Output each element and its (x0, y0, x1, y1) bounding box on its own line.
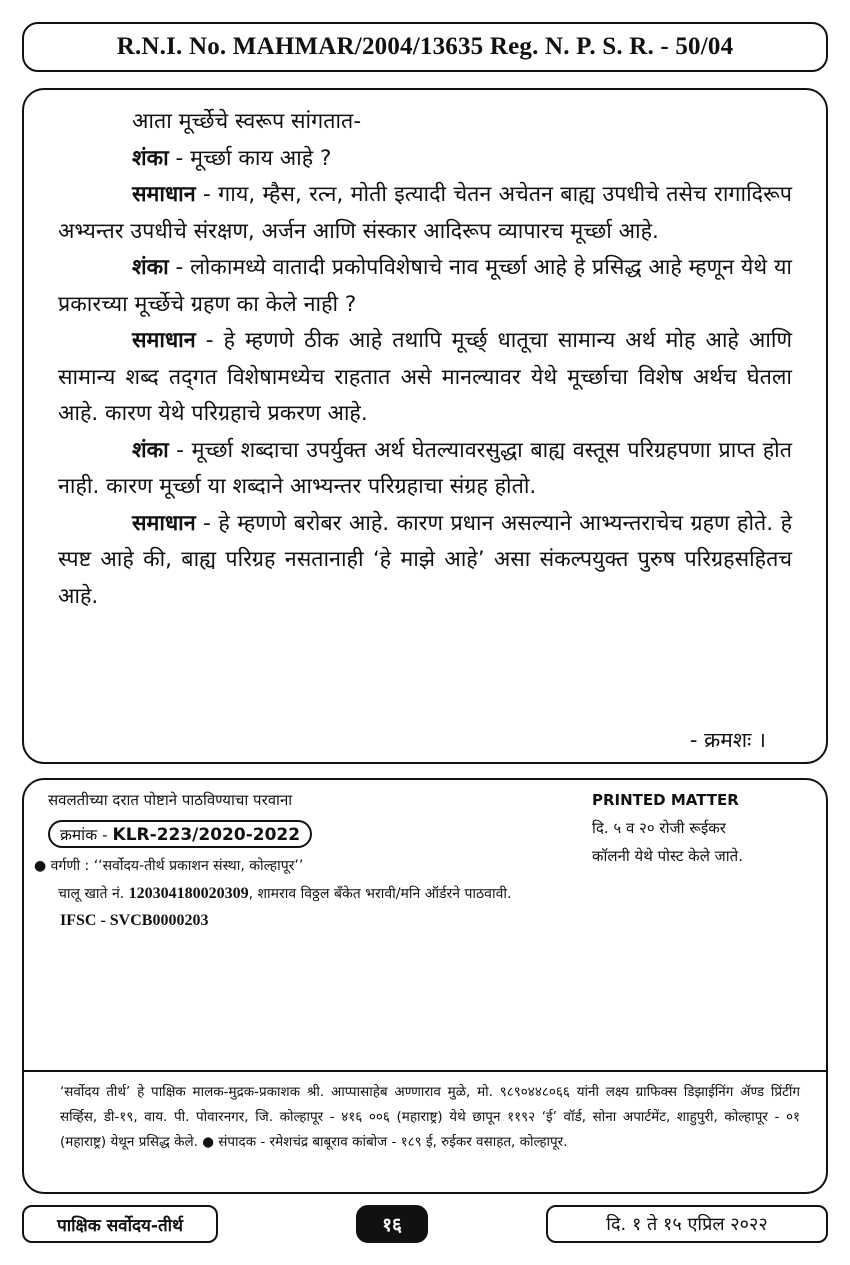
page-number-box (356, 1205, 428, 1243)
paragraph-lead: समाधान (132, 510, 196, 536)
permit-number-box (48, 820, 312, 848)
postal-divider (24, 1070, 826, 1072)
article-paragraph (58, 323, 792, 433)
paragraph-lead: समाधान (132, 182, 196, 207)
article-box (22, 88, 828, 764)
paragraph-lead: समाधान (132, 328, 196, 353)
paragraph-text: - लोकामध्ये वातादी प्रकोपविशेषाचे नाव मूर्च्छा आहे हे प्रसिद्ध आहे म्हणून येथे या प्रकारच्या मूर्च्छेचे ग्रहण का केले नाही ? (58, 255, 792, 317)
paragraph-text: - मूर्च्छा काय आहे ? (168, 145, 332, 171)
account-suffix: , शामराव विठ्ठल बँकेत भरावी/मनि ऑर्डरने पाठवावी. (248, 886, 512, 902)
article-intro: आता मूर्च्छेचे स्वरूप सांगतात- (132, 109, 362, 134)
article-paragraph (58, 506, 792, 616)
article-paragraph (58, 250, 792, 323)
account-number: 120304180020309 (128, 885, 249, 902)
issue-date-box (546, 1205, 828, 1243)
subscription-line: ● वर्गणी : ‘‘सर्वोदय-तीर्थ प्रकाशन संस्था, कोल्हापूर’’ (34, 858, 304, 874)
paragraph-text: - हे म्हणणे बरोबर आहे. कारण प्रधान असल्याने आभ्यन्तराचेच ग्रहण होते. हे स्पष्ट आहे की, बाह्य परिग्रह नसतानाही ‘हे माझे आहे’ असा संकल्पयुक्त पुरुष परिग्रहसहितच आहे. (58, 510, 792, 609)
post-info-line-1: दि. ५ व २० रोजी रूईकर (592, 819, 726, 837)
article-paragraph (58, 433, 792, 506)
permit-number: KLR-223/2020-2022 (112, 825, 301, 845)
article-paragraph (58, 141, 792, 178)
paragraph-lead: शंका (132, 145, 169, 171)
paragraph-lead: शंका (132, 437, 169, 463)
publisher-info: ‘सर्वोदय तीर्थ’ हे पाक्षिक मालक-मुद्रक-प्रकाशक श्री. आप्पासाहेब अण्णाराव मुळे, मो. ९८९०४४८०६६ यांनी लक्ष्य ग्राफिक्स डिझाईनिंग ॲण्ड प्रिंटींग सर्व्हिस, डी-१९, वाय. पी. पोवारनगर, जि. कोल्हापूर - ४१६ ००६ (महाराष्ट्र) येथे छापून ११९२ ‘ई’ वॉर्ड, सोना अपार्टमेंट, शाहुपुरी, कोल्हापूर - ०१ (महाराष्ट्र) येथून प्रसिद्ध केले. ● संपादक - रमेशचंद्र बाबूराव कांबोज - १८९ ई, रुईकर वसाहत, कोल्हापूर. (60, 1084, 800, 1150)
ifsc-code: IFSC - SVCB0000203 (60, 912, 209, 929)
post-info-line-2: कॉलनी येथे पोस्ट केले जाते. (592, 847, 743, 865)
printed-matter-label: PRINTED MATTER (592, 791, 739, 809)
paragraph-text: - मूर्च्छा शब्दाचा उपर्युक्त अर्थ घेतल्यावरसुद्धा बाह्य वस्तूस परिग्रहपणा प्राप्त होत नाही. कारण मूर्च्छा या शब्दाने आभ्यन्तर परिग्रहाचा संग्रह होतो. (58, 437, 792, 499)
account-prefix: चालू खाते नं. (58, 886, 129, 902)
rni-text: R.N.I. No. MAHMAR/2004/13635 Reg. N. P. S. R. - 50/04 (116, 33, 734, 60)
account-line (58, 884, 511, 903)
rni-header (22, 22, 828, 72)
continued-marker: - क्रमशः । (689, 728, 766, 752)
paragraph-lead: शंका (132, 255, 169, 280)
publication-name-box (22, 1205, 218, 1243)
article-paragraph (58, 177, 792, 250)
permit-title: सवलतीच्या दरात पोष्टाने पाठविण्याचा परवाना (48, 791, 293, 809)
postal-box (22, 778, 828, 1194)
paragraph-text: - हे म्हणणे ठीक आहे तथापि मूर्च्छ् धातूचा सामान्य अर्थ मोह आहे आणि सामान्य शब्द तद्‌गत विशेषामध्येच राहतात असे मानल्यावर येथे मूर्च्छाचा विशेष अर्थच घेतला आहे. कारण येथे परिग्रहाचे प्रकरण आहे. (58, 328, 792, 426)
issue-date: दि. १ ते १५ एप्रिल २०२२ (606, 1214, 768, 1235)
permit-label: क्रमांक - (60, 826, 113, 844)
publication-name: पाक्षिक सर्वोदय-तीर्थ (57, 1215, 183, 1236)
paragraph-text: - गाय, म्हैस, रत्न, मोती इत्यादी चेतन अचेतन बाह्य उपधीचे तसेच रागादिरूप अभ्यन्तर उपधीचे संरक्षण, अर्जन आणि संस्कार आदिरूप व्यापारच मूर्च्छा आहे. (58, 182, 792, 244)
page-number: १६ (382, 1214, 402, 1236)
